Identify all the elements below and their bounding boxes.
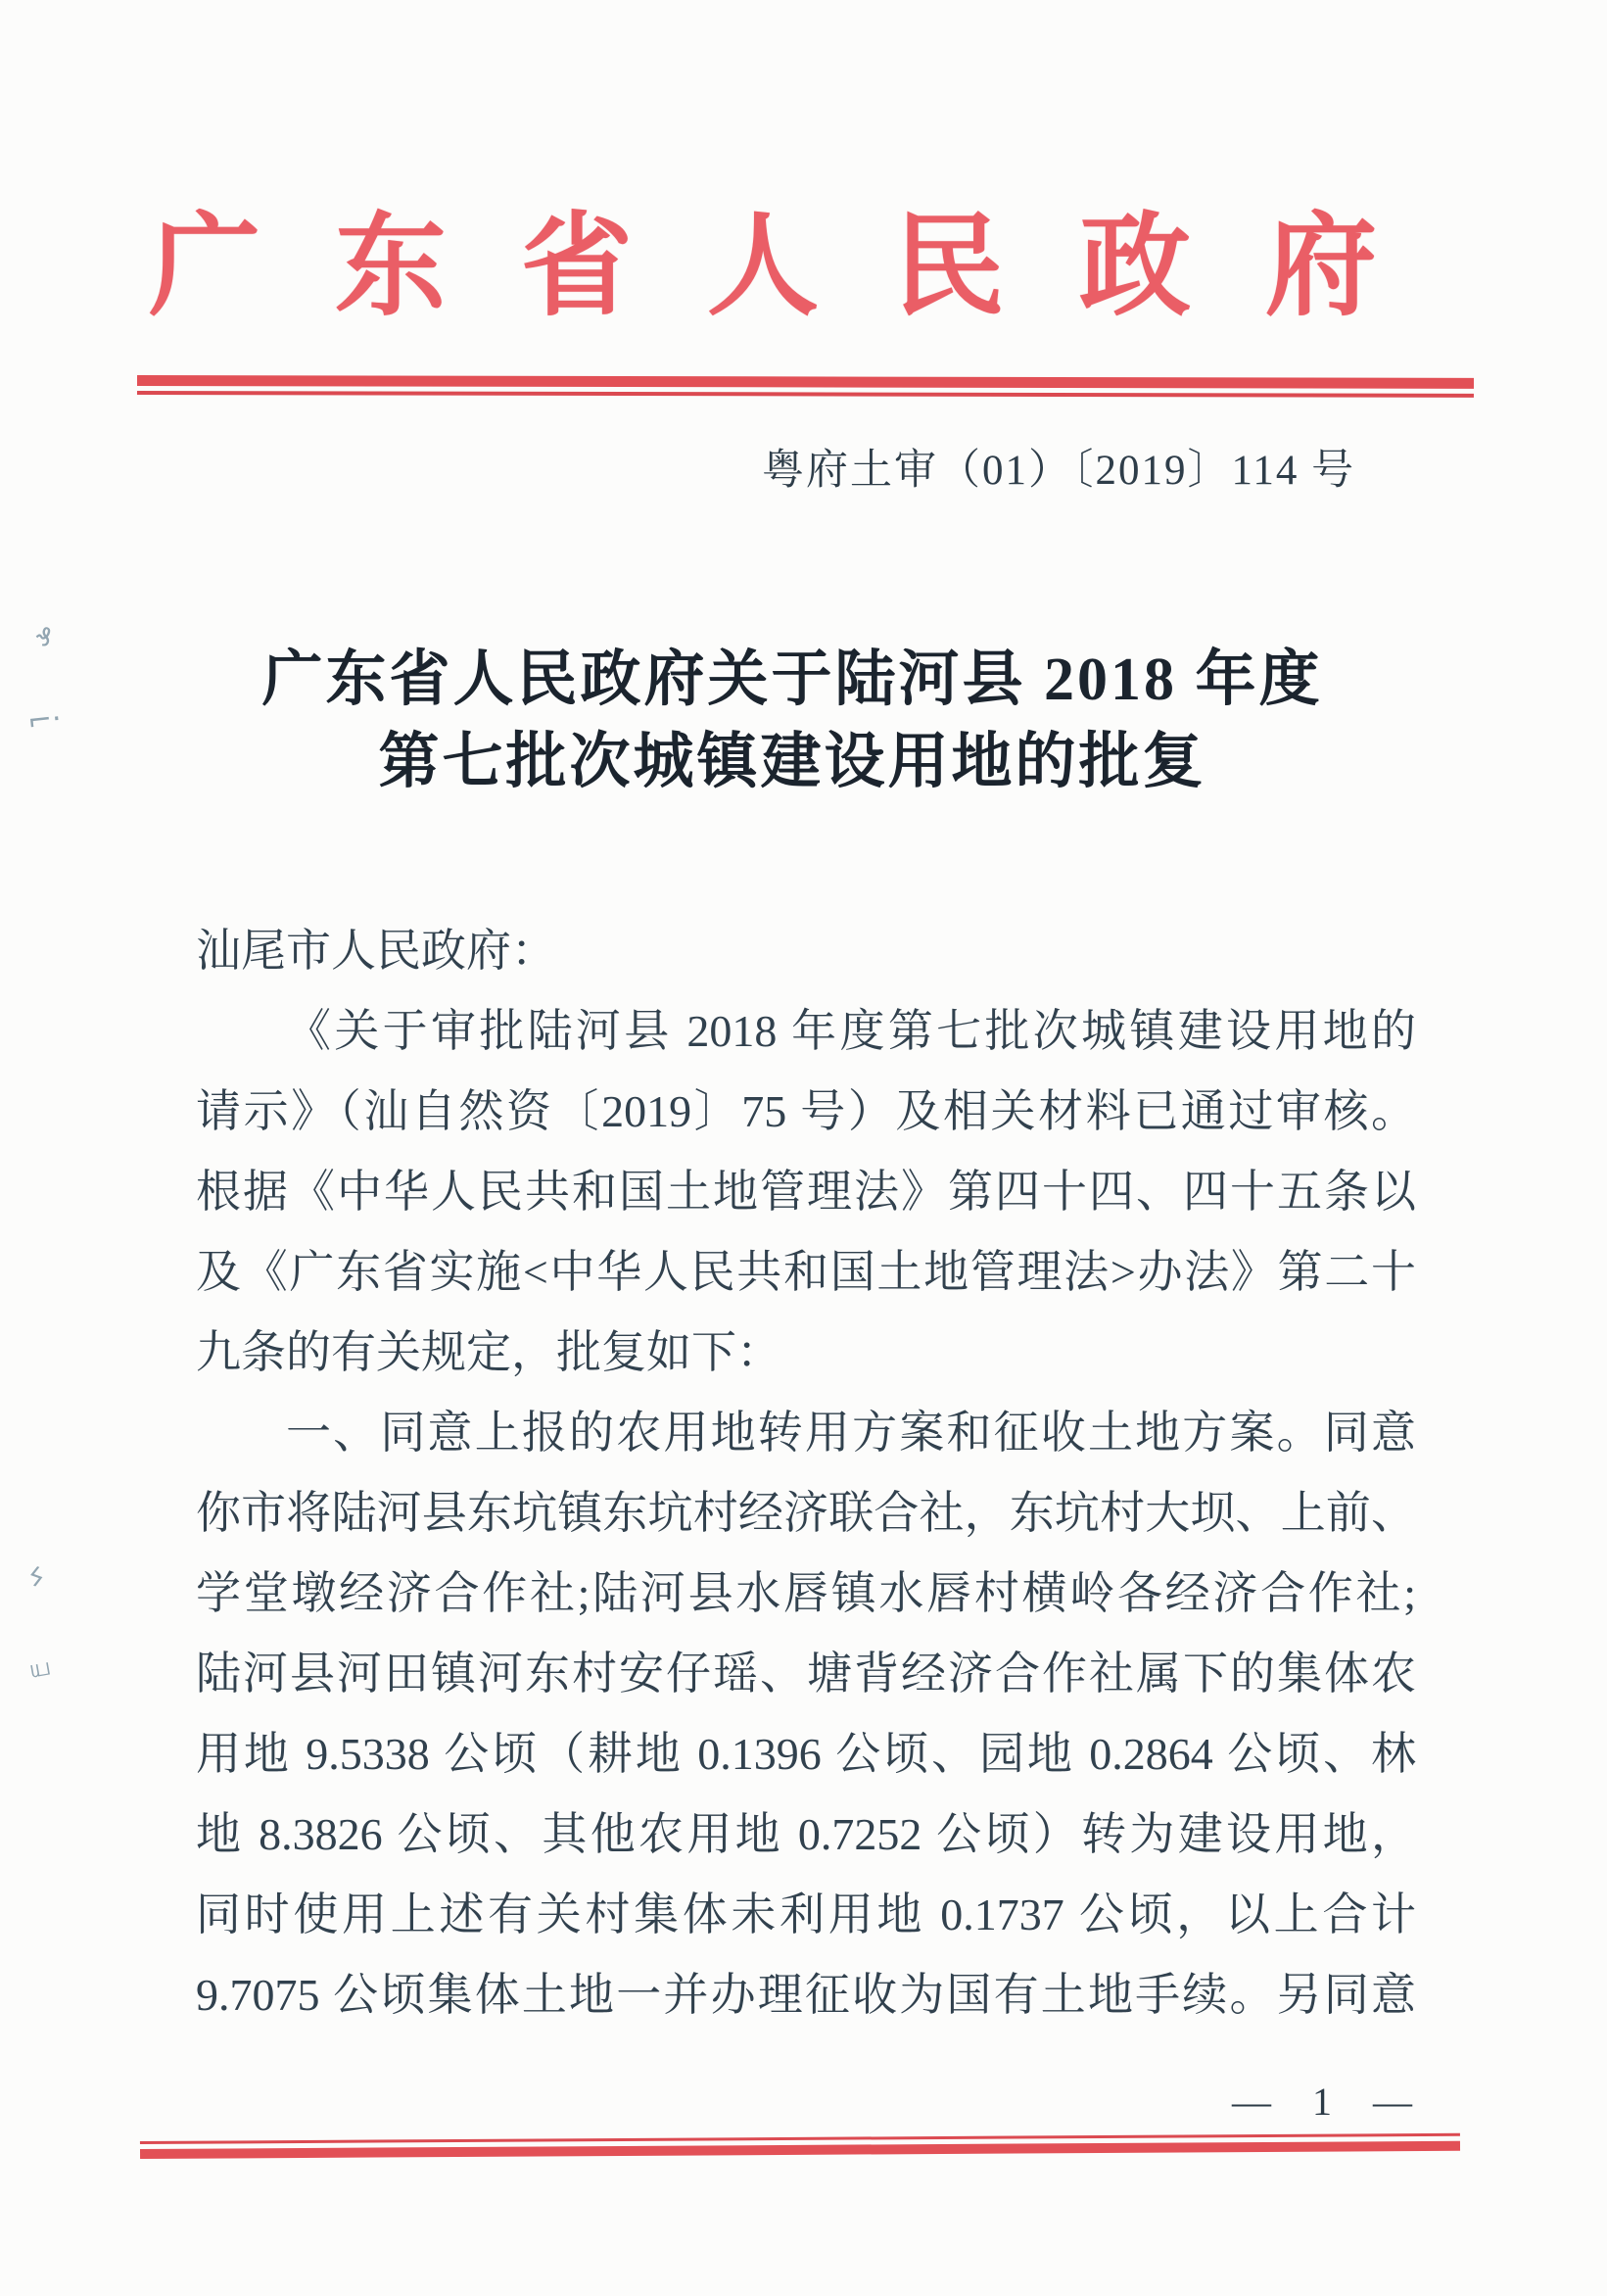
ink-smudge-icon: ϟ [23, 1560, 49, 1596]
footer-divider-thick-line [140, 2141, 1460, 2159]
body-line: 《关于审批陆河县 2018 年度第七批次城镇建设用地的 [286, 1006, 1416, 1056]
document-title [0, 639, 1584, 803]
body-line: 学堂墩经济合作社;陆河县水唇镇水唇村横岭各经济合作社; [196, 1568, 1416, 1618]
body-line: 九条的有关规定，批复如下： [196, 1327, 781, 1377]
body-line: 请示》（汕自然资〔2019〕75 号）及相关材料已通过审核。 [196, 1086, 1416, 1136]
document-number: 粤府土审（01）〔2019〕114 号 [762, 448, 1356, 494]
document-body [196, 911, 1416, 2035]
body-line: 用地 9.5338 公顷（耕地 0.1396 公顷、园地 0.2864 公顷、林 [196, 1729, 1416, 1779]
body-line: 根据《中华人民共和国土地管理法》第四十四、四十五条以 [196, 1167, 1416, 1217]
masthead-org-name: 广东省人民政府 [149, 205, 1452, 329]
body-line: 及《广东省实施<中华人民共和国土地管理法>办法》第二十 [196, 1247, 1416, 1297]
page-number: — 1 — [1232, 2080, 1428, 2124]
masthead-divider-thin-line [137, 391, 1474, 398]
body-line: 9.7075 公顷集体土地一并办理征收为国有土地手续。另同意 [196, 1970, 1416, 2020]
body-line: 同时使用上述有关村集体未利用地 0.1737 公顷，以上合计 [196, 1889, 1416, 1939]
ink-smudge-icon: ⌐· [25, 701, 64, 740]
ink-smudge-icon: ₰ [32, 621, 55, 654]
ink-smudge-icon: ய [26, 1651, 54, 1685]
document-title-line1: 广东省人民政府关于陆河县 2018 年度 [261, 646, 1323, 713]
body-line: 地 8.3826 公顷、其他农用地 0.7252 公顷）转为建设用地， [196, 1809, 1416, 1859]
masthead-divider-thick-line [137, 375, 1474, 389]
masthead-divider [137, 375, 1474, 398]
footer-divider [140, 2133, 1460, 2159]
body-line: 陆河县河田镇河东村安仔瑶、塘背经济合作社属下的集体农 [196, 1649, 1416, 1698]
body-line: 一、同意上报的农用地转用方案和征收土地方案。同意 [286, 1408, 1416, 1458]
salutation: 汕尾市人民政府： [196, 926, 556, 976]
body-line: 你市将陆河县东坑镇东坑村经济联合社，东坑村大坝、上前、 [196, 1488, 1416, 1538]
document-title-line2: 第七批次城镇建设用地的批复 [378, 729, 1206, 795]
